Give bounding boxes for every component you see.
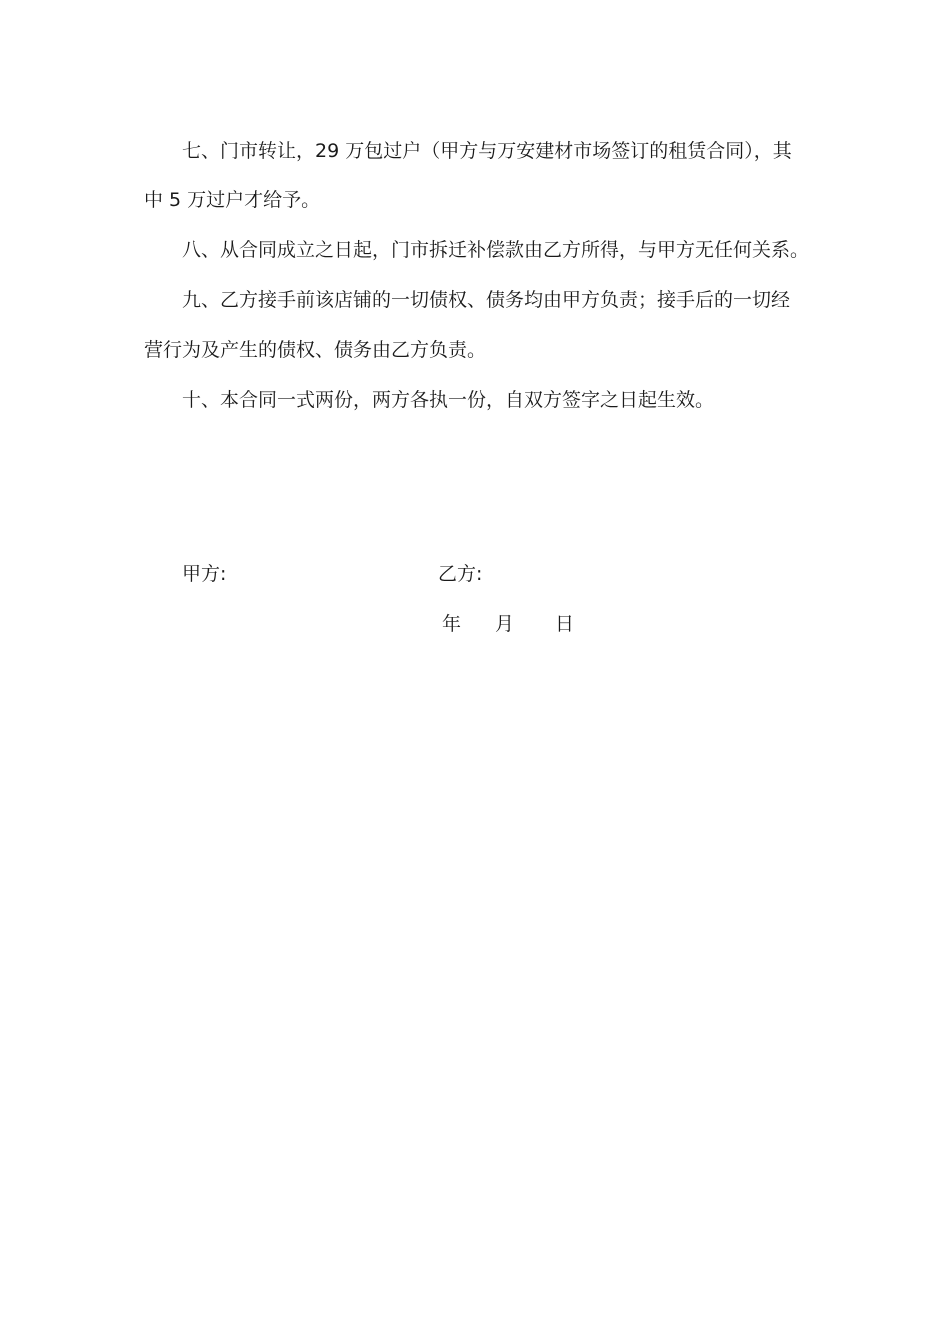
clause-9-line-2: 营行为及产生的债权、债务由乙方负责。 (144, 339, 487, 361)
clause-8-line-1: 八、从合同成立之日起，门市拆迁补偿款由乙方所得，与甲方无任何关系。 (182, 239, 810, 261)
party-a-label: 甲方: (182, 563, 227, 585)
clause-10-line-1: 十、本合同一式两份，两方各执一份，自双方签字之日起生效。 (182, 389, 715, 411)
clause-9-line-1: 九、乙方接手前该店铺的一切债权、债务均由甲方负责；接手后的一切经 (182, 289, 791, 311)
clause-7-line-1: 七、门市转让，29 万包过户（甲方与万安建材市场签订的租赁合同），其 (182, 140, 792, 162)
clause-7-line-2: 中 5 万过户才给予。 (144, 189, 321, 211)
date-day-label: 日 (555, 613, 575, 635)
date-month-label: 月 (495, 613, 515, 635)
date-year-label: 年 (442, 613, 462, 635)
party-b-label: 乙方: (438, 563, 483, 585)
